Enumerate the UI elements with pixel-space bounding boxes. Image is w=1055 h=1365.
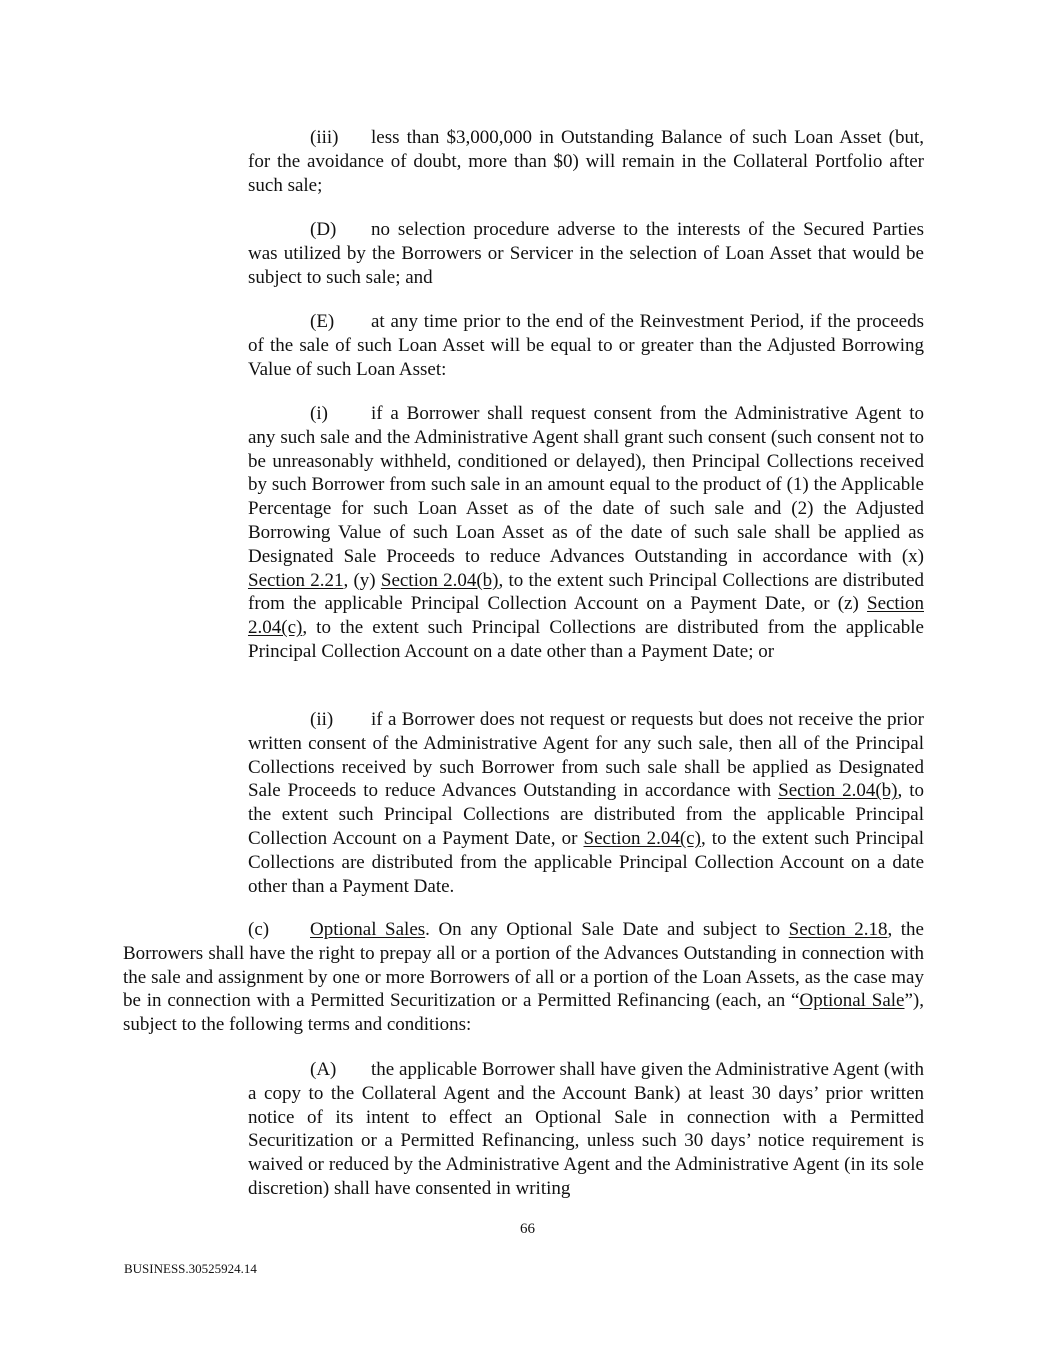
section-reference-link[interactable]: Section 2.04(b): [778, 780, 898, 802]
clause-label: (D): [310, 219, 337, 240]
paragraph-A: [248, 1058, 924, 1201]
clause-label: (i): [310, 403, 328, 424]
paragraph-iii: [248, 126, 924, 197]
text-segment: at any time prior to the end of the Reinvestment Period, if the proceeds of the sale of such Loan Asset will be equal to or greater than the Adjusted Borrowing Value of such Loan Asset:: [248, 311, 924, 380]
clause-label: (iii): [310, 127, 339, 148]
text-segment: if a Borrower shall request consent from the Administrative Agent to any such sale and the Administrative Agent shall grant such consent (such consent not to be unreasonably withheld, conditioned or delayed), then Principal Collections received by such Borrower from such sale in an amount equal to the product of (1) the Applicable Percentage for such Loan Asset as of the date of such sale and (2) the Adjusted Borrowing Value of such Loan Asset as of the date of such sale shall be applied as Designated Sale Proceeds to reduce Advances Outstanding in accordance with (x): [248, 403, 924, 567]
clause-label: (A): [310, 1059, 337, 1080]
paragraph-D: [248, 218, 924, 289]
text-segment: . On any Optional Sale Date and subject to: [425, 919, 789, 940]
paragraph-i: [248, 402, 924, 664]
clause-label: (c): [248, 919, 270, 940]
text-segment: , to the extent such Principal Collections are distributed from the applicable Principal Collection Account on a date other than a Payment Date.: [248, 827, 925, 897]
paragraph-ii: [248, 708, 924, 898]
clause-label: (ii): [310, 709, 334, 730]
section-reference-link[interactable]: Section 2.04(c): [248, 593, 924, 639]
paragraph-E: [248, 310, 924, 381]
clause-text: [248, 403, 924, 662]
text-segment: ”), subject to the following terms and conditions:: [123, 990, 924, 1036]
text-segment: the applicable Borrower shall have given the Administrative Agent (with a copy to the Collateral Agent and the Account Bank) at least 30 days’ prior written notice of its intent to effect an Optional Sale in connection with a Permitted Securitization or a Permitted Refinancing, unless such 30 days’ notice requirement is waived or reduced by the Administrative Agent and the Administrative Agent (in its sole discretion) shall have consented in writing: [248, 1059, 924, 1199]
text-segment: , (y): [343, 569, 381, 591]
text-segment: if a Borrower does not request or requests but does not receive the prior written consent of the Administrative Agent for any such sale, then all of the Principal Collections received by such Borrower from such sale shall be applied as Designated Sale Proceeds to reduce Advances Outstanding in accordance with: [248, 709, 924, 802]
section-reference-link[interactable]: Section 2.21: [248, 569, 344, 591]
section-reference-link[interactable]: Optional Sales: [310, 919, 426, 940]
clause-label: (E): [310, 311, 335, 332]
text-segment: , to the extent such Principal Collections are distributed from the applicable Principal Collection Account on a Payment Date, or: [248, 780, 924, 849]
section-reference-link[interactable]: Section 2.04(c): [583, 827, 701, 849]
section-reference-link[interactable]: Section 2.18: [788, 919, 888, 940]
page-number: 66: [520, 1221, 535, 1237]
section-reference-link[interactable]: Section 2.04(b): [380, 569, 499, 591]
text-segment: no selection procedure adverse to the interests of the Secured Parties was utilized by the Borrowers or Servicer in the selection of Loan Asset that would be subject to such sale; and: [248, 219, 924, 288]
text-segment: , the Borrowers shall have the right to prepay all or a portion of the Advances Outstanding in connection with the sale and assignment by one or more Borrowers of all or a portion of the Loan Assets, as the case may be in connection with a Permitted Securitization or a Permitted Refinancing (each, an “: [123, 919, 924, 1012]
text-segment: , to the extent such Principal Collections are distributed from the applicable Principal Collection Account on a Payment Date, or (z): [248, 569, 925, 615]
clause-text: [123, 919, 924, 1035]
clause-text: [248, 709, 924, 897]
text-segment: , to the extent such Principal Collections are distributed from the applicable Principal Collection Account on a date other than a Payment Date; or: [248, 617, 924, 662]
paragraph-c-optional-sales: [123, 918, 924, 1037]
section-reference-link[interactable]: Optional Sale: [799, 990, 905, 1012]
text-segment: less than $3,000,000 in Outstanding Balance of such Loan Asset (but, for the avoidance of doubt, more than $0) will remain in the Collateral Portfolio after such sale;: [248, 127, 924, 196]
document-id-footer: BUSINESS.30525924.14: [124, 1261, 257, 1276]
